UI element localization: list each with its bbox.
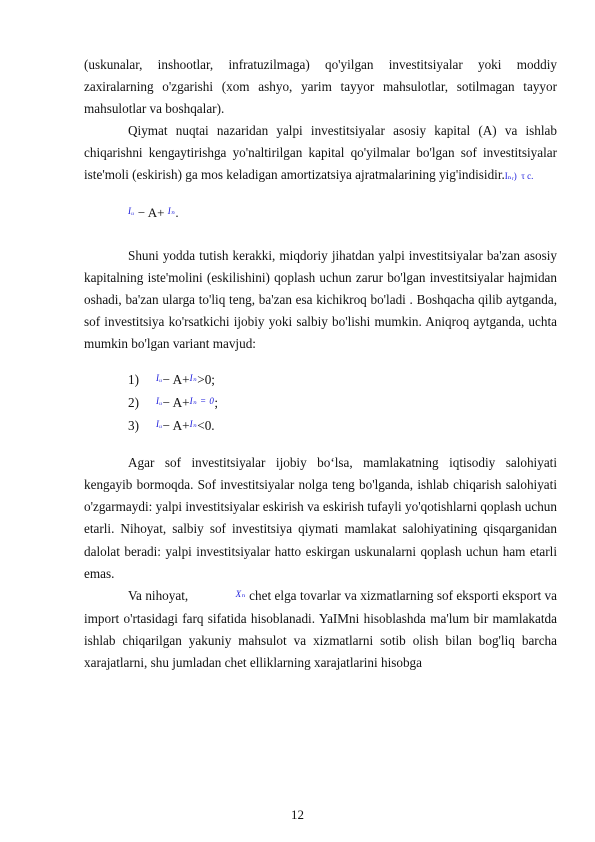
paragraph-4: Agar sof investitsiyalar ijobiy bo‘lsa, mamlakatning iqtisodiy salohiyati kengayib bormoqda. Sof investitsiyalar nolga teng bo'lganda, ishlab chiqarish salohiyati o'zgarmaydi: yalpi investitsiyalar eskirish va eskirish tufayli yo'qotishlarni qoplash uchun etarli. Nihoyat, salbiy sof investitsiya qiymati mamlakat salohiyatining qisqarganidan dalolat beradi: yalpi investitsiyalar hatto eskirgan uskunalarni qoplash uchun ham etarli emas. [84, 455, 557, 581]
formula-gross-investment [84, 202, 557, 225]
paragraph-5 [84, 585, 557, 674]
list-end: <0. [197, 418, 215, 434]
list-symbol-iu: Iᵤ [156, 419, 163, 430]
list-end: >0; [197, 372, 215, 388]
formula-symbol-xn: Xₙ [235, 588, 246, 599]
list-symbol-in: Iₙ [189, 419, 198, 430]
formula-end: . [175, 204, 179, 220]
list-item [84, 392, 557, 415]
list-operator: − A+ [162, 395, 190, 411]
variant-list [84, 369, 557, 438]
formula-symbol-in: Iₙ [167, 205, 176, 216]
formula-symbol: Iₙᵣ) τ c. [504, 171, 534, 182]
formula-operator: − A+ [134, 204, 168, 220]
page-number: 12 [291, 807, 304, 822]
list-item [84, 415, 557, 438]
paragraph-1: (uskunalar, inshootlar, infratuzilmaga) qo'yilgan investitsiyalar yoki moddiy zaxiralarning o'zgarishi (xom ashyo, yarim tayyor mahsulotlar, sotilmagan tayyor mahsulotlar va boshqalar). [84, 57, 557, 117]
list-number: 1) [128, 372, 139, 388]
list-symbol-iu: Iᵤ [156, 396, 163, 407]
paragraph-2 [84, 120, 557, 187]
list-end: ; [214, 395, 218, 411]
list-operator: − A+ [162, 372, 190, 388]
list-symbol-in: Iₙ [189, 373, 198, 384]
list-number: 2) [128, 395, 139, 411]
paragraph-2-text: Qiymat nuqtai nazaridan yalpi investitsiyalar asosiy kapital (A) va ishlab chiqarishni kengaytirishga yo'naltirilgan kapital qo'yilmalar bo'lgan sof investitsiyalar iste'moli (eskirish) ga mos keladigan amortizatsiya ajratmalarining yig'indisidir. [84, 123, 557, 183]
paragraph-5-start: Va nihoyat, [128, 587, 192, 603]
paragraph-5-rest: chet elga tovarlar va xizmatlarning sof eksporti eksport va import o'rtasidagi farq sifatida hisoblanadi. YaIMni hisoblashda ma'lum bir mamlakatda ishlab chiqarilgan yakuniy mahsulot va xizmatlarni sotib olish bilan bog'liq barcha xarajatlarni, shu jumladan chet elliklarning xarajatlarini hisobga [84, 587, 557, 670]
formula-symbol-iu: Iᵤ [128, 205, 135, 216]
paragraph-3: Shuni yodda tutish kerakki, miqdoriy jihatdan yalpi investitsiyalar ba'zan asosiy kapitalning iste'molini (eskilishini) qoplash uchun zarur bo'lgan investitsiyalar hajmidan oshadi, ba'zan ularga to'liq teng, ba'zan esa kichikroq bo'ladi . Boshqacha qilib aytganda, sof investitsiya ko'rsatkichi ijobiy yoki salbiy bo'lishi mumkin. Aniqroq aytganda, uchta mumkin bo'lgan variant mavjud: [84, 247, 557, 352]
list-symbol-in: Iₙ = 0 [189, 396, 215, 407]
list-operator: − A+ [162, 418, 190, 434]
list-item [84, 369, 557, 392]
list-number: 3) [128, 418, 139, 434]
list-symbol-iu: Iᵤ [156, 373, 163, 384]
page-content [84, 54, 557, 674]
